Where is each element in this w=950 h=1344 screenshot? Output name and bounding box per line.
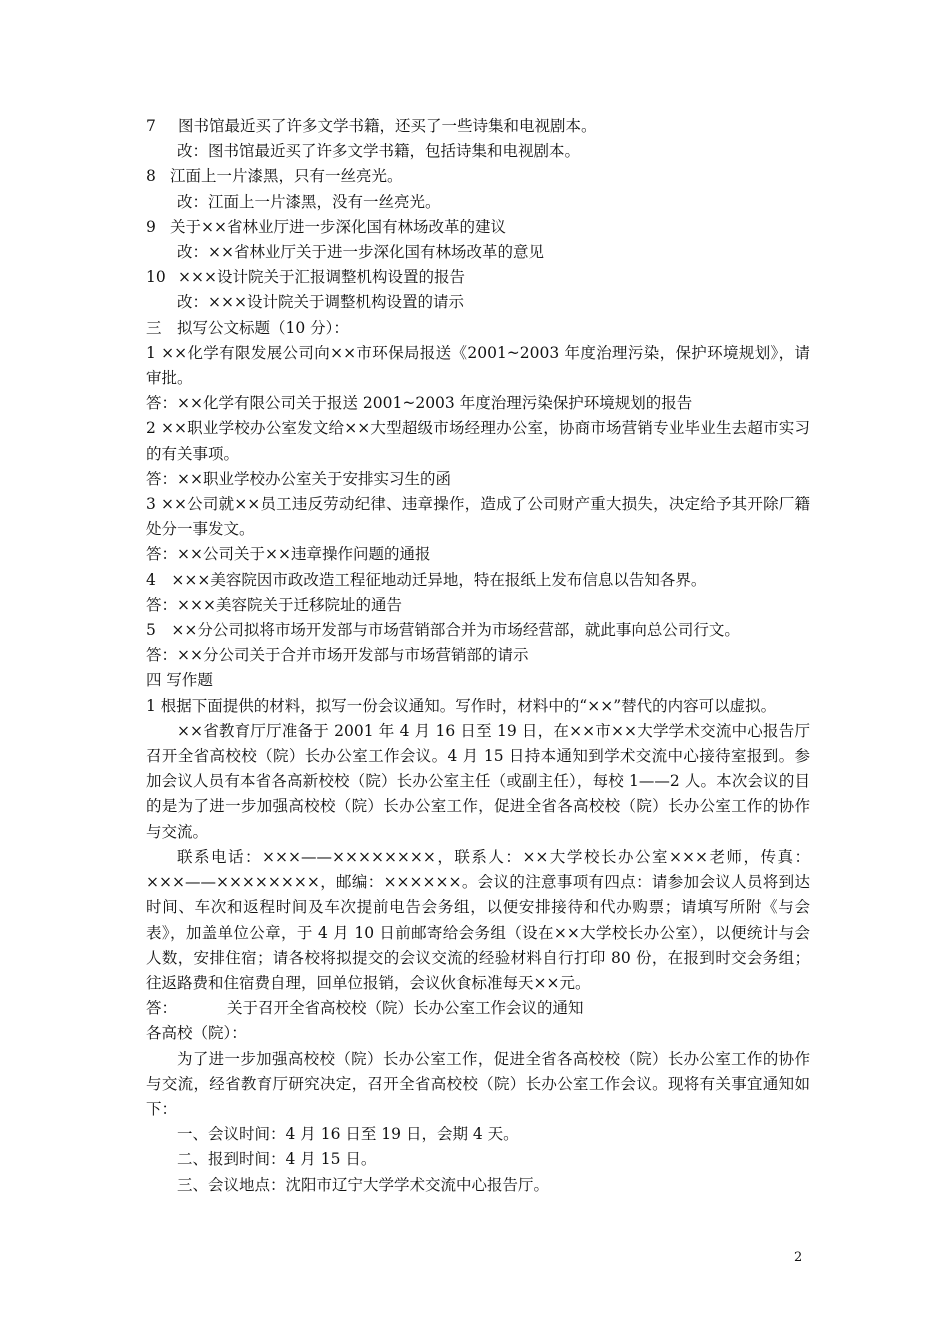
item-8-original [146, 164, 810, 189]
answer-label: 答： [146, 999, 178, 1018]
original-sentence: 关于××省林业厅进一步深化国有林场改革的建议 [170, 217, 506, 236]
section-3-question-2: 2 ××职业学校办公室发文给××大型超级市场经理办公室，协商市场营销专业毕业生去超市实习的有关事项。 [146, 419, 810, 463]
notice-title: 关于召开全省高校校（院）长办公室工作会议的通知 [227, 999, 584, 1018]
answer-title-line [146, 996, 810, 1021]
notice-item-1: 一、会议时间：4 月 16 日至 19 日，会期 4 天。 [177, 1125, 519, 1144]
section-3-question-3: 3 ××公司就××员工违反劳动纪律、违章操作，造成了公司财产重大损失，决定给予其开除厂籍处分一事发文。 [146, 495, 810, 539]
section-3-answer-1: 答：××化学有限公司关于报送 2001~2003 年度治理污染保护环境规划的报告 [146, 394, 693, 413]
document-body [146, 114, 810, 1198]
original-sentence: 图书馆最近买了许多文学书籍，还买了一些诗集和电视剧本。 [178, 117, 597, 135]
item-number: 8 [146, 167, 156, 186]
section-3-heading: 三 拟写公文标题（10 分）： [146, 318, 349, 337]
page-number: 2 [794, 1250, 803, 1265]
item-9-revised: 改：××省林业厅关于进一步深化国有林场改革的意见 [177, 243, 544, 262]
item-7-original [146, 114, 810, 139]
item-9-original [146, 215, 810, 240]
original-sentence: ×××设计院关于汇报调整机构设置的报告 [178, 268, 465, 287]
section-3-question-1: 1 ××化学有限发展公司向××市环保局报送《2001~2003 年度治理污染，保护环境规划》，请审批。 [146, 343, 810, 388]
item-8-revised: 改：江面上一片漆黑，没有一丝亮光。 [177, 192, 441, 211]
section-3-question-4: 4 ×××美容院因市政改造工程征地动迁异地，特在报纸上发布信息以告知各界。 [146, 570, 707, 589]
notice-salutation: 各高校（院）： [146, 1024, 247, 1043]
notice-item-2: 二、报到时间：4 月 15 日。 [177, 1150, 377, 1169]
section-3-answer-4: 答：×××美容院关于迁移院址的通告 [146, 595, 402, 614]
section-4-task: 1 根据下面提供的材料，拟写一份会议通知。写作时，材料中的“××”替代的内容可以虚拟。 [146, 696, 777, 715]
item-10-revised: 改：×××设计院关于调整机构设置的请示 [177, 293, 464, 312]
material-paragraph-2: 联系电话：×××——××××××××，联系人：××大学校长办公室×××老师，传真：×××——××××××××，邮编：××××××。会议的注意事项有四点：请参加会议人员将到达时间、车次和返程时间及车次提前电告会务组，以便安排接待和代办购票；请填写所附《与会表》，加盖单位公章，于 4 月 10 日前邮寄给会务组（设在××大学校长办公室），以便统计与会人数，安排住宿；请各校将拟提交的会议交流的经验材料自行打印 80 份，在报到时交会务组；往返路费和住宿费自理，回单位报销，会议伙食标准每天××元。 [146, 847, 810, 992]
item-number: 7 [146, 117, 156, 135]
original-sentence: 江面上一片漆黑，只有一丝亮光。 [170, 167, 403, 186]
material-paragraph-1: ××省教育厅厅准备于 2001 年 4 月 16 日至 19 日，在××市××大学学术交流中心报告厅召开全省高校校（院）长办公室工作会议。4 月 15 日持本通知到学术交流中心接待室报到。参加会议人员有本省各高新校校（院）长办公室主任（或副主任），每校 1——2 人。本次会议的目的是为了进一步加强高校校（院）长办公室工作，促进全省各高校校（院）长办公室工作的协作与交流。 [146, 721, 810, 841]
section-3-answer-2: 答：××职业学校办公室关于安排实习生的函 [146, 469, 451, 488]
notice-item-3: 三、会议地点：沈阳市辽宁大学学术交流中心报告厅。 [177, 1175, 550, 1194]
item-number: 10 [146, 268, 166, 287]
section-3-answer-3: 答：××公司关于××违章操作问题的通报 [146, 545, 431, 564]
item-7-revised: 改：图书馆最近买了许多文学书籍，包括诗集和电视剧本。 [177, 142, 581, 161]
item-10-original [146, 265, 810, 290]
notice-intro: 为了进一步加强高校校（院）长办公室工作，促进全省各高校校（院）长办公室工作的协作与交流，经省教育厅研究决定，召开全省高校校（院）长办公室工作会议。现将有关事宜通知如下： [146, 1049, 810, 1118]
section-3-answer-5: 答：××分公司关于合并市场开发部与市场营销部的请示 [146, 646, 529, 665]
section-3-question-5: 5 ××分公司拟将市场开发部与市场营销部合并为市场经营部，就此事向总公司行文。 [146, 621, 740, 640]
item-number: 9 [146, 217, 156, 236]
section-4-heading: 四 写作题 [146, 671, 213, 690]
